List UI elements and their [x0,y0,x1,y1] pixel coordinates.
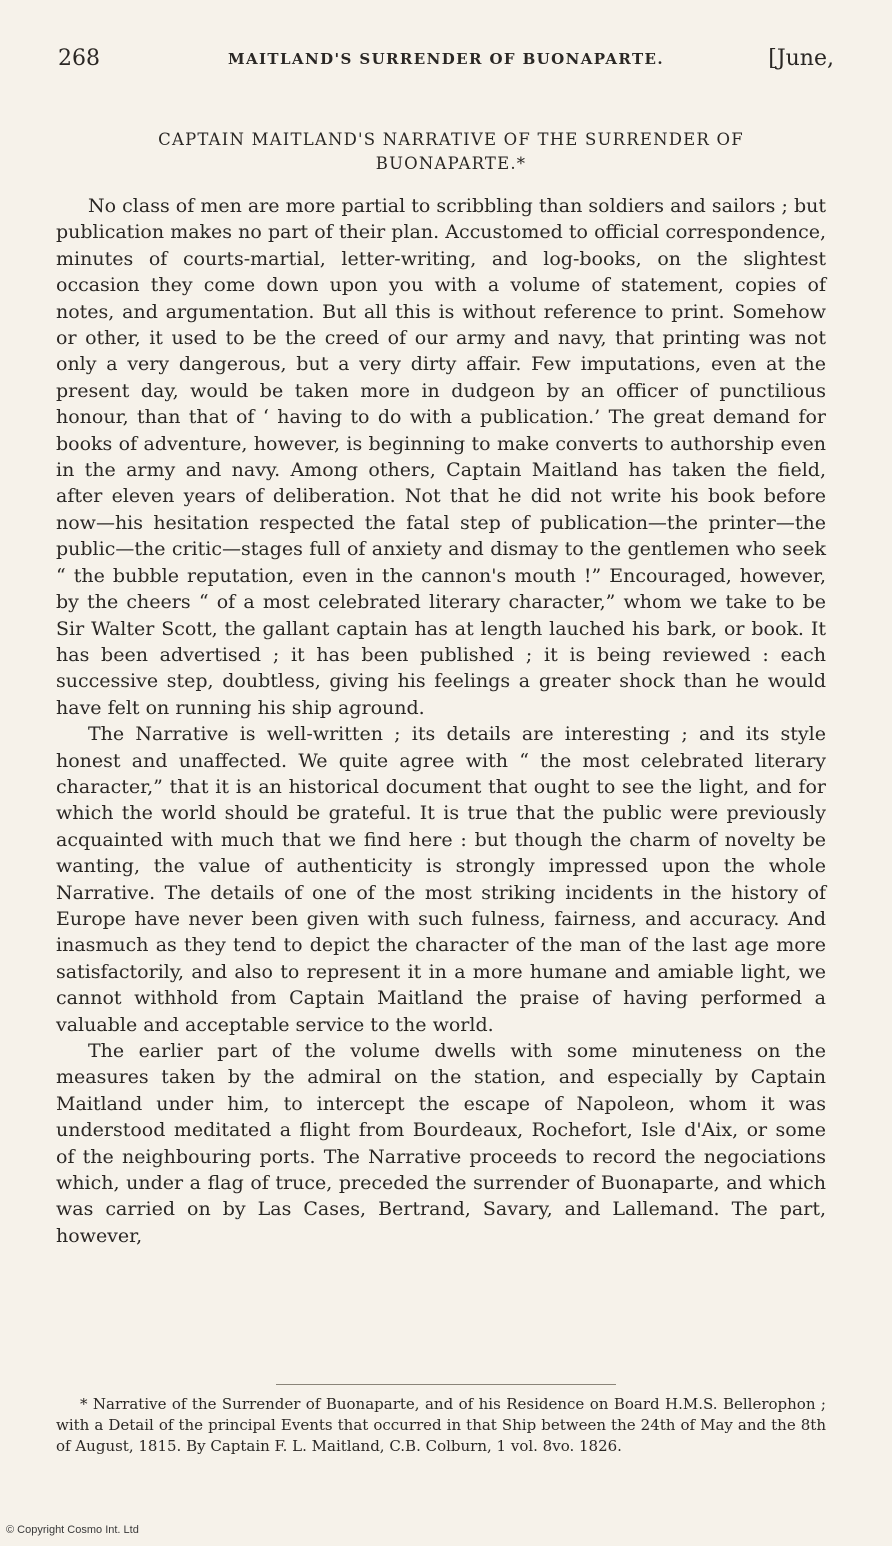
article-title-line-2: BUONAPARTE.* [375,154,527,173]
paragraph-3: The earlier part of the volume dwells with some minuteness on the measures taken by the admiral on the station, and especially by Captain Maitland under him, to intercept the escape of Napoleon, whom it was understood meditated a flight from Bourdeaux, Rochefort, Isle d'Aix, or some of the neighbouring ports. The Narrative proceeds to record the negociations which, under a flag of truce, preceded the surrender of Buonaparte, and which was carried on by Las Cases, Bertrand, Savary, and Lallemand. The part, however, [56,1040,826,1247]
running-head [58,46,834,80]
footnote [56,1394,826,1457]
running-head-month: [June, [768,46,834,71]
footnote-text: * Narrative of the Surrender of Buonaparte, and of his Residence on Board H.M.S. Bellerophon ; with a Detail of the principal Events that occurred in that Ship between the 24th of May and the 8th of August, 1815. By Captain F. L. Maitland, C.B. Colburn, 1 vol. 8vo. 1826. [56,1395,826,1455]
page-number: 268 [58,46,100,71]
paragraph-2: The Narrative is well-written ; its details are interesting ; and its style honest and unaffected. We quite agree with “ the most celebrated literary character,” that it is an historical document that ought to see the light, and for which the world should be grateful. It is true that the public were previously acquainted with much that we find here : but though the charm of novelty be wanting, the value of authenticity is strongly impressed upon the whole Narrative. The details of one of the most striking incidents in the history of Europe have never been given with such fulness, fairness, and accuracy. And inasmuch as they tend to depict the character of the man of the last age more satisfactorily, and also to represent it in a more humane and amiable light, we cannot withhold from Captain Maitland the praise of having performed a valuable and acceptable service to the world. [56,723,826,1036]
article-body [56,193,826,1249]
article-title-line-1: CAPTAIN MAITLAND'S NARRATIVE OF THE SURRENDER OF [158,130,744,149]
running-title: MAITLAND'S SURRENDER OF BUONAPARTE. [227,50,665,68]
copyright-watermark: © Copyright Cosmo Int. Ltd [6,1524,139,1536]
article-title [95,128,807,176]
paragraph-1: No class of men are more partial to scribbling than soldiers and sailors ; but publication makes no part of their plan. Accustomed to official correspondence, minutes of courts-martial, letter-writing, and log-books, on the slightest occasion they come down upon you with a volume of statement, copies of notes, and argumentation. But all this is without reference to print. Somehow or other, it used to be the creed of our army and navy, that printing was not only a very dangerous, but a very dirty affair. Few imputations, even at the present day, would be taken more in dudgeon by an officer of punctilious honour, than that of ‘ having to do with a publication.’ The great demand for books of adventure, however, is beginning to make converts to authorship even in the army and navy. Among others, Captain Maitland has taken the field, after eleven years of deliberation. Not that he did not write his book before now—his hesitation respected the fatal step of publication—the printer—the public—the critic—stages full of anxiety and dismay to the gentlemen who seek “ the bubble reputation, even in the cannon's mouth !” Encouraged, however, by the cheers “ of a most celebrated literary character,” whom we take to be Sir Walter Scott, the gallant captain has at length lauched his bark, or book. It has been advertised ; it has been published ; it is being reviewed : each successive step, doubtless, giving his feelings a greater shock than he would have felt on running his ship aground. [56,195,826,719]
footnote-rule [276,1384,616,1385]
